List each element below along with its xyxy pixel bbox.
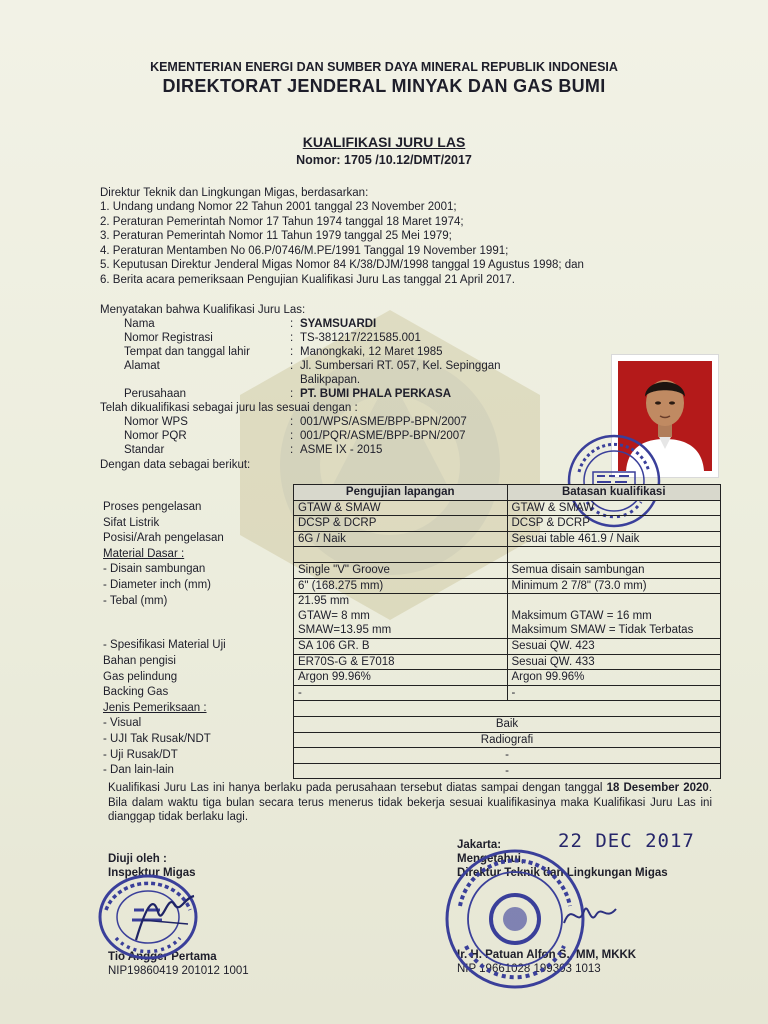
table-row: [99, 547, 721, 563]
field-value: SMAW=13.95 mm: [294, 623, 508, 638]
pqr-number: 001/PQR/ASME/BPP-BPN/2007: [300, 430, 466, 442]
validity-statement: [108, 781, 712, 825]
limit-value: -: [507, 685, 721, 701]
qualified-text: Telah dikualifikasi sebagai juru las sesuai dengan :: [100, 402, 358, 414]
field-value: ER70S-G & E7018: [294, 654, 508, 670]
row-label: Gas pelindung: [103, 670, 178, 683]
inspector-title: Inspektur Migas: [108, 867, 196, 879]
standard-label: Standar: [124, 444, 165, 456]
table-row: [99, 748, 721, 764]
inspection-result: -: [294, 763, 721, 779]
inspector-name: Tio Angger Pertama: [108, 951, 217, 963]
address-line-1: Jl. Sumbersari RT. 057, Kel. Sepinggan: [300, 360, 501, 372]
field-value: -: [294, 685, 508, 701]
field-value: GTAW= 8 mm: [294, 609, 508, 624]
inspection-label: - Dan lain-lain: [103, 764, 174, 777]
limit-value: Sesuai table 461.9 / Naik: [507, 531, 721, 547]
company-name: PT. BUMI PHALA PERKASA: [300, 388, 451, 400]
table-row: [99, 531, 721, 547]
legal-basis-item: 4. Peraturan Mentamben No 06.P/0746/M.PE/1991 Tanggal 19 November 1991;: [100, 244, 509, 257]
acknowledged-text: Mengetahui,: [457, 853, 525, 865]
limit-value: Maksimum GTAW = 16 mm: [507, 609, 721, 624]
limit-value: DCSP & DCRP: [507, 516, 721, 532]
welder-name: SYAMSUARDI: [300, 318, 377, 330]
company-label: Perusahaan: [124, 388, 187, 400]
colon: :: [290, 346, 294, 358]
limit-value: [507, 594, 721, 609]
pqr-label: Nomor PQR: [124, 430, 187, 442]
directorate-name: DIREKTORAT JENDERAL MINYAK DAN GAS BUMI: [162, 76, 606, 96]
table-row: [99, 654, 721, 670]
inspection-result: -: [294, 748, 721, 764]
limit-value: [507, 547, 721, 563]
row-label: - Disain sambungan: [103, 563, 206, 576]
director-title: Direktur Teknik dan Lingkungan Migas: [457, 867, 668, 879]
legal-basis-item: 6. Berita acara pemeriksaan Pengujian Kualifikasi Juru Las tanggal 21 April 2017.: [100, 273, 515, 286]
table-cell: [99, 485, 294, 501]
field-value: [294, 547, 508, 563]
row-label: Proses pengelasan: [103, 501, 202, 514]
row-label: Bahan pengisi: [103, 655, 176, 668]
table-row: [99, 685, 721, 701]
limit-value: GTAW & SMAW: [507, 500, 721, 516]
table-row: [99, 716, 721, 732]
wps-number: 001/WPS/ASME/BPP-BPN/2007: [300, 416, 467, 428]
field-value: 21.95 mm: [294, 594, 508, 609]
field-value: Argon 99.96%: [294, 670, 508, 686]
registration-label: Nomor Registrasi: [124, 332, 213, 344]
inspection-result: Baik: [294, 716, 721, 732]
table-header-row: [99, 485, 721, 501]
table-row: [99, 578, 721, 594]
table-row: [99, 701, 721, 717]
signing-place: Jakarta:: [457, 839, 502, 851]
table-row: [99, 516, 721, 532]
intro-text: Direktur Teknik dan Lingkungan Migas, berdasarkan:: [100, 187, 369, 199]
legal-basis-list: [100, 200, 584, 287]
document-title: KUALIFIKASI JURU LAS: [302, 134, 466, 150]
expiry-date: 18 Desember 2020: [606, 782, 709, 794]
field-test-header: Pengujian lapangan: [294, 485, 508, 501]
colon: :: [290, 444, 294, 456]
inspection-label: - Uji Rusak/DT: [103, 748, 178, 761]
birth-label: Tempat dan tanggal lahir: [124, 346, 250, 358]
director-nip: NIP 19661028 199303 1013: [457, 963, 601, 975]
birth-place-date: Manongkaki, 12 Maret 1985: [300, 346, 443, 358]
field-value: 6G / Naik: [294, 531, 508, 547]
address-line-2: Balikpapan.: [300, 374, 361, 386]
wps-label: Nomor WPS: [124, 416, 188, 428]
table-row: [99, 638, 721, 654]
colon: :: [290, 360, 294, 372]
table-row: [99, 670, 721, 686]
field-value: DCSP & DCRP: [294, 516, 508, 532]
limit-value: Sesuai QW. 433: [507, 654, 721, 670]
registration-number: TS-381217/221585.001: [300, 332, 421, 344]
address-label: Alamat: [124, 360, 160, 372]
director-name: Ir. H. Patuan Alfon S., MM, MKKK: [457, 949, 637, 961]
inspection-label: - Visual: [103, 717, 142, 730]
qualification-table: [99, 484, 721, 779]
row-label: [99, 623, 294, 638]
limit-value: Semua disain sambungan: [507, 562, 721, 578]
colon: :: [290, 332, 294, 344]
row-label: - Tebal (mm): [103, 594, 168, 607]
table-row: [99, 562, 721, 578]
table-row: [99, 609, 721, 624]
inspector-signature: [128, 890, 198, 950]
ministry-name: KEMENTERIAN ENERGI DAN SUMBER DAYA MINERAL REPUBLIK INDONESIA: [150, 60, 618, 74]
document-number: Nomor: 1705 /10.12/DMT/2017: [296, 153, 472, 167]
standard-value: ASME IX - 2015: [300, 444, 383, 456]
row-label: Material Dasar :: [103, 547, 185, 560]
colon: :: [290, 388, 294, 400]
field-value: GTAW & SMAW: [294, 500, 508, 516]
row-label: - Spesifikasi Material Uji: [103, 639, 226, 652]
inspection-label: - UJI Tak Rusak/NDT: [103, 733, 211, 745]
inspector-nip: NIP19860419 201012 1001: [108, 965, 249, 977]
table-cell: [294, 701, 721, 717]
director-signature: [560, 895, 620, 935]
legal-basis-item: 2. Peraturan Pemerintah Nomor 17 Tahun 1974 tanggal 18 Maret 1974;: [100, 215, 464, 228]
colon: :: [290, 318, 294, 330]
legal-basis-item: 1. Undang undang Nomor 22 Tahun 2001 tanggal 23 November 2001;: [100, 201, 457, 213]
validity-text-cont: . Bila dalam waktu tiga bulan secara terus menerus tidak bekerja sesuai kualifikasinya maka Kualifikasi Juru Las ini dianggap tidak berlaku lagi.: [108, 782, 712, 823]
legal-basis-item: 3. Peraturan Pemerintah Nomor 11 Tahun 1979 tanggal 25 Mei 1979;: [100, 230, 452, 242]
row-label: Backing Gas: [103, 686, 169, 699]
row-label: Sifat Listrik: [103, 516, 160, 529]
field-value: Single "V" Groove: [294, 562, 508, 578]
declaration-text: Menyatakan bahwa Kualifikasi Juru Las:: [100, 304, 306, 316]
limit-value: Maksimum SMAW = Tidak Terbatas: [507, 623, 721, 638]
inspection-header: Jenis Pemeriksaan :: [103, 701, 207, 714]
colon: :: [290, 416, 294, 428]
row-label: - Diameter inch (mm): [103, 579, 211, 592]
data-intro-text: Dengan data sebagai berikut:: [100, 459, 251, 471]
name-label: Nama: [124, 318, 155, 330]
row-label: Posisi/Arah pengelasan: [103, 532, 224, 545]
limit-value: Argon 99.96%: [507, 670, 721, 686]
legal-basis-item: 5. Keputusan Direktur Jenderal Migas Nomor 84 K/38/DJM/1998 tanggal 19 Agustus 1998; dan: [100, 259, 584, 271]
table-row: [99, 594, 721, 609]
table-row: [99, 623, 721, 638]
validity-text: Kualifikasi Juru Las ini hanya berlaku pada perusahaan tersebut diatas sampai dengan tanggal: [108, 782, 603, 794]
field-value: 6" (168.275 mm): [294, 578, 508, 594]
field-value: SA 106 GR. B: [294, 638, 508, 654]
table-row: [99, 763, 721, 779]
limit-value: Sesuai QW. 423: [507, 638, 721, 654]
limit-value: Minimum 2 7/8" (73.0 mm): [507, 578, 721, 594]
colon: :: [290, 430, 294, 442]
handwritten-date: 22 DEC 2017: [558, 830, 695, 852]
tested-by-label: Diuji oleh :: [108, 853, 167, 865]
table-row: [99, 500, 721, 516]
inspection-result: Radiografi: [294, 732, 721, 748]
qualification-limit-header: Batasan kualifikasi: [507, 485, 721, 501]
row-label: [99, 609, 294, 624]
table-row: [99, 732, 721, 748]
